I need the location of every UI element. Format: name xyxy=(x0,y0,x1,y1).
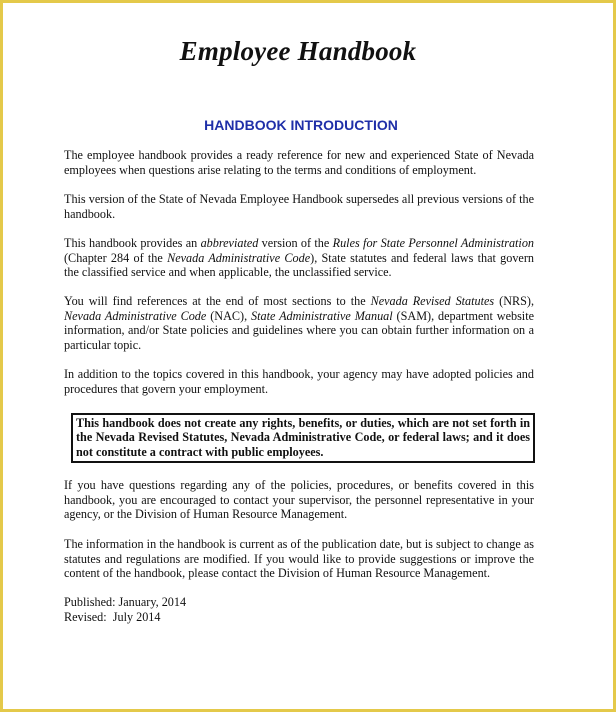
paragraph-references xyxy=(64,294,534,352)
text-run: ), State statutes and federal laws that govern the classified service and when applicable, the unclassified service. xyxy=(64,250,534,280)
italic-run: Nevada Revised Statutes xyxy=(370,294,495,308)
text-run: (SAM), department website information, and/or State policies and guidelines where you can obtain further information on a particular topic. xyxy=(64,308,534,352)
text-run: version of the xyxy=(258,236,333,250)
paragraph-abbreviated xyxy=(64,236,534,280)
paragraph-supersedes: This version of the State of Nevada Employee Handbook supersedes all previous versions of the handbook. xyxy=(64,192,534,221)
text-run: You will find references at the end of most sections to the xyxy=(64,294,371,308)
italic-run: abbreviated xyxy=(200,236,259,250)
italic-run: Nevada Administrative Code xyxy=(64,308,207,323)
text-run: (NAC), xyxy=(206,308,252,323)
italic-run: State Administrative Manual xyxy=(251,308,393,323)
text-run: (NRS), xyxy=(494,294,535,308)
paragraph-agency-policies: In addition to the topics covered in this handbook, your agency may have adopted policies and procedures that govern your employment. xyxy=(64,367,534,396)
paragraph-currency: The information in the handbook is current as of the publication date, but is subject to change as statutes and regulations are modified. If you would like to provide suggestions or improve the content of the handbook, please contact the Division of Human Resource Management. xyxy=(64,537,534,581)
italic-run: Nevada Administrative Code xyxy=(167,250,311,265)
section-heading: HANDBOOK INTRODUCTION xyxy=(204,117,398,133)
paragraph-intro: The employee handbook provides a ready reference for new and experienced State of Nevada employees when questions arise relating to the terms and conditions of employment. xyxy=(64,148,534,177)
revised-text: Revised: July 2014 xyxy=(64,610,161,624)
italic-run: Rules for State Personnel Administration xyxy=(332,236,535,250)
disclaimer-box: This handbook does not create any rights, benefits, or duties, which are not set forth in the Nevada Revised Statutes, Nevada Administrative Code, or federal laws; and it does not constitute a contract with public employees. xyxy=(71,413,535,463)
revised-date xyxy=(64,610,160,625)
text-run: (Chapter 284 of the xyxy=(64,250,168,265)
paragraph-questions: If you have questions regarding any of the policies, procedures, or benefits covered in this handbook, you are encouraged to contact your supervisor, the personnel representative in your agency, or the Division of Human Resource Management. xyxy=(64,478,534,522)
document-title: Employee Handbook xyxy=(179,36,417,66)
published-text: Published: January, 2014 xyxy=(64,595,187,609)
published-date xyxy=(64,595,186,610)
text-run: This handbook provides an xyxy=(64,236,201,250)
